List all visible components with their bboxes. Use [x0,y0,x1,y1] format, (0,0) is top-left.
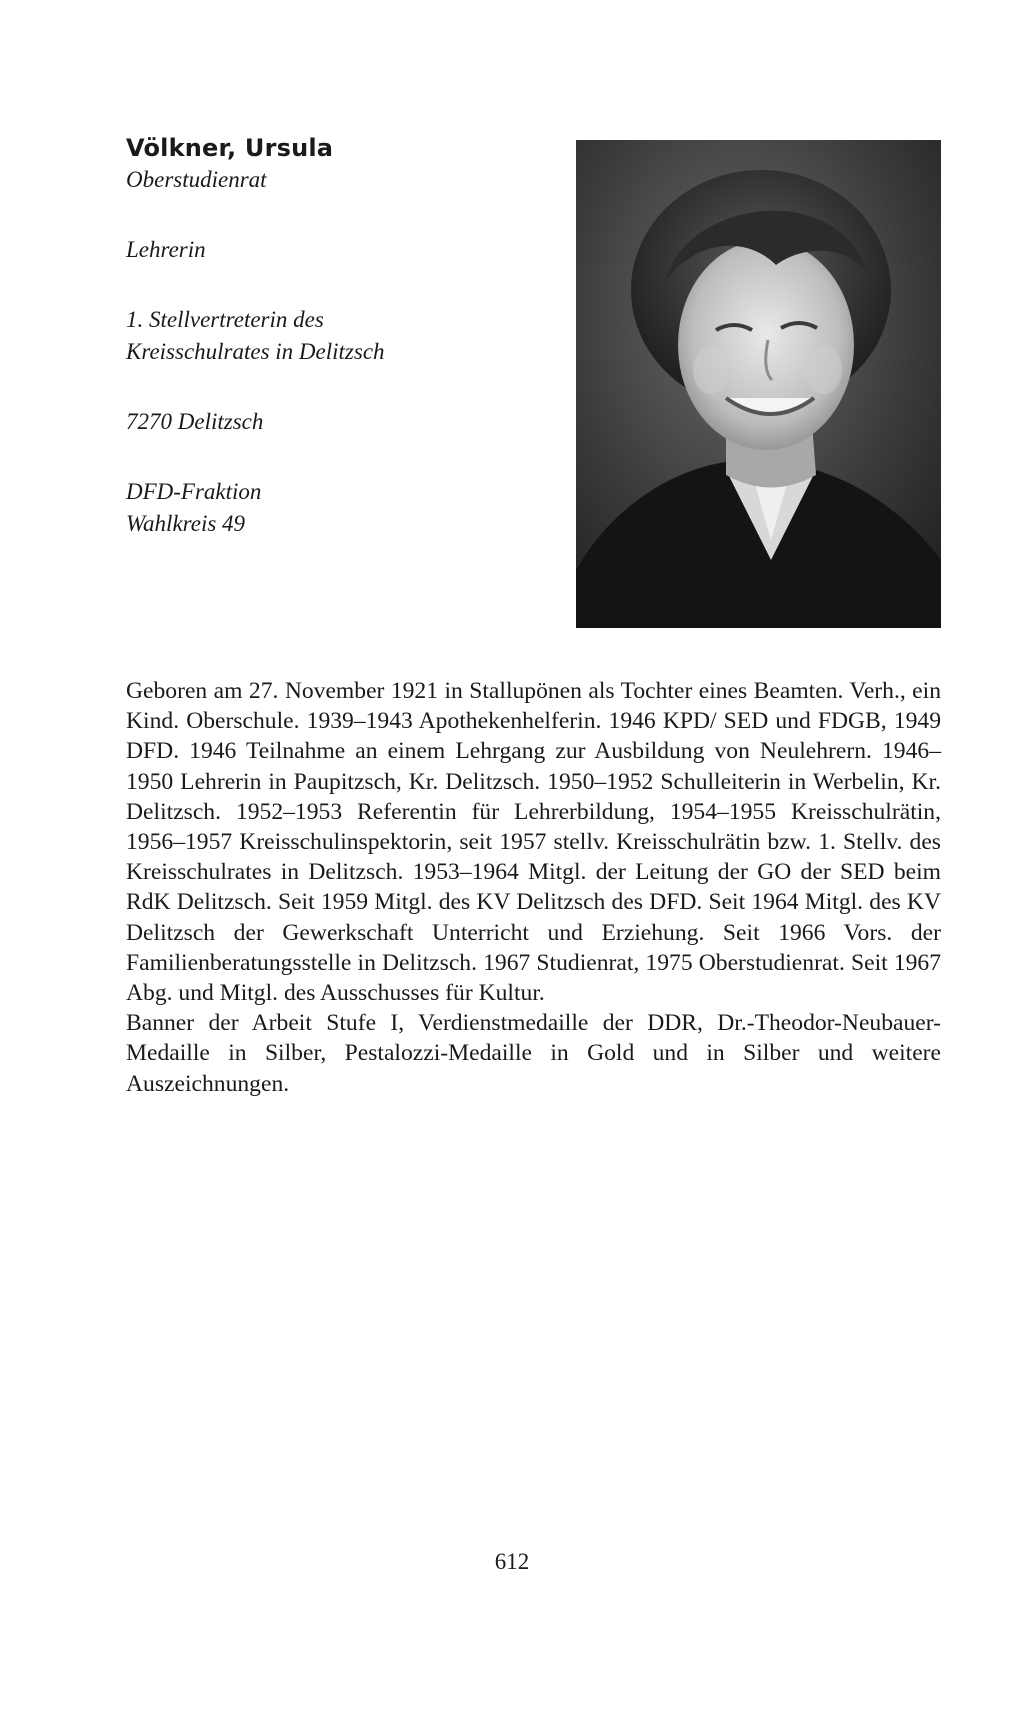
person-header [126,132,566,540]
person-name: Völkner, Ursula [126,134,334,162]
portrait-photo-icon [576,140,941,628]
biography-paragraph: Geboren am 27. November 1921 in Stallupönen als Tochter eines Beamten. Verh., ein Kind. Oberschule. 1939–1943 Apothekenhelferin. 1946 KPD/ SED und FDGB, 1949 DFD. 1946 Teilnahme an einem Lehrgang zur Ausbildung von Neulehrern. 1946–1950 Lehrerin in Paupitzsch, Kr. Delitzsch. 1950–1952 Schulleiterin in Werbelin, Kr. Delitzsch. 1952–1953 Referentin für Lehrerbildung, 1954–1955 Kreisschulrätin, 1956–1957 Kreisschulinspektorin, seit 1957 stellv. Kreisschulrätin bzw. 1. Stellv. des Kreisschulrates in Delitzsch. 1953–1964 Mitgl. der Leitung der GO der SED beim RdK Delitzsch. Seit 1959 Mitgl. des KV Delitzsch des DFD. Seit 1964 Mitgl. des KV Delitzsch der Gewerkschaft Unterricht und Erziehung. Seit 1966 Vors. der Familienberatungsstelle in Delitzsch. 1967 Studienrat, 1975 Oberstudienrat. Seit 1967 Abg. und Mitgl. des Ausschusses für Kultur. [126,678,941,1007]
person-position-line2: Kreisschulrates in Delitzsch [126,339,385,364]
person-constituency: Wahlkreis 49 [126,511,246,536]
awards-paragraph: Banner der Arbeit Stufe I, Verdienstmedaille der DDR, Dr.-Theodor-Neubauer-Medaille in Silber, Pestalozzi-Medaille in Gold und in Silber und weitere Auszeichnungen. [126,1010,941,1097]
page-number: 612 [494,1549,530,1574]
person-occupation: Lehrerin [126,237,206,262]
person-faction: DFD-Fraktion [126,479,262,504]
person-position-line1: 1. Stellvertreterin des [126,307,324,332]
person-title: Oberstudienrat [126,167,267,192]
biography [126,676,941,1099]
person-address: 7270 Delitzsch [126,409,264,434]
